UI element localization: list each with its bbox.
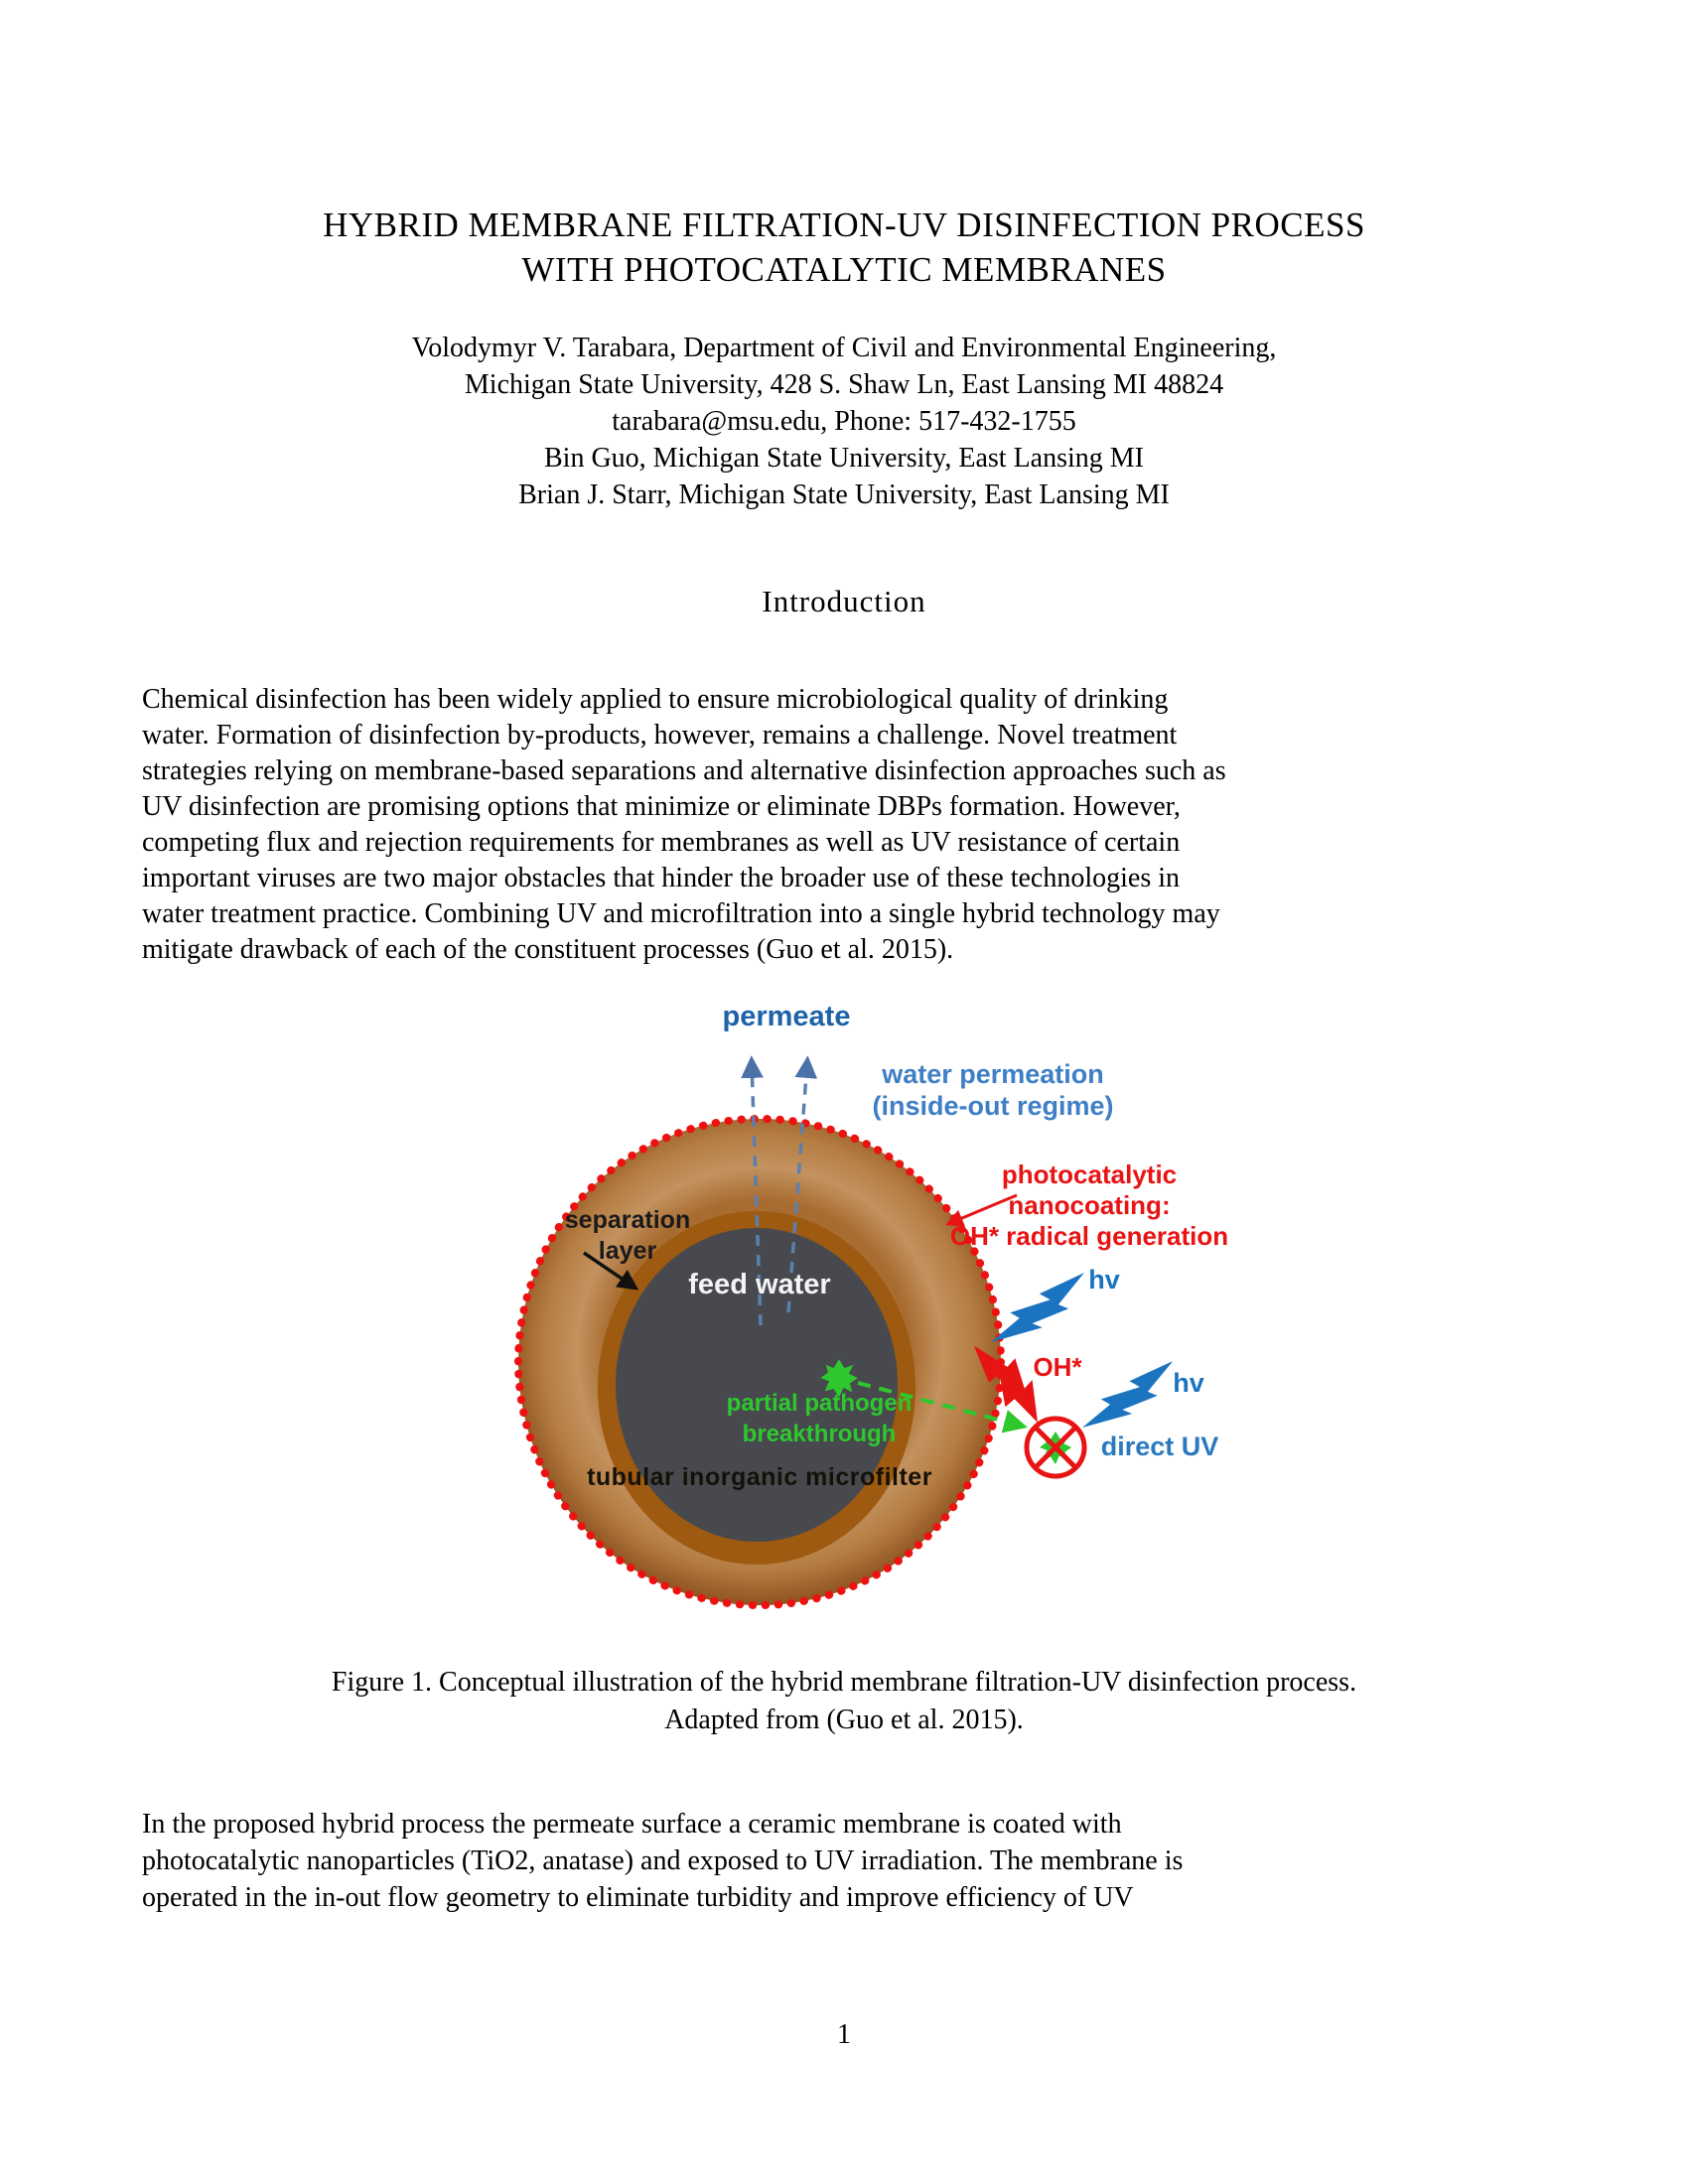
paragraph-line: competing flux and rejection requirements for membranes as well as UV resistance of certain: [142, 827, 1181, 858]
paragraph-line: strategies relying on membrane-based separations and alternative disinfection approaches such as: [142, 755, 1226, 786]
figure1-diagram: [496, 983, 1311, 1638]
paragraph-line: operated in the in-out flow geometry to eliminate turbidity and improve efficiency of UV: [142, 1882, 1134, 1913]
figure1-caption: [0, 1664, 1688, 1739]
introduction-paragraph: [142, 682, 1562, 968]
paragraph-line: photocatalytic nanoparticles (TiO2, anatase) and exposed to UV irradiation. The membrane is: [142, 1845, 1184, 1876]
paragraph-line: mitigate drawback of each of the constituent processes (Guo et al. 2015).: [142, 934, 954, 965]
paragraph-line: In the proposed hybrid process the permeate surface a ceramic membrane is coated with: [142, 1809, 1122, 1840]
label-feed-water: feed water: [688, 1269, 831, 1300]
figure1-caption-line2: Adapted from (Guo et al. 2015).: [664, 1705, 1024, 1735]
label-photocatalytic-line3: OH* radical generation: [949, 1221, 1229, 1251]
label-separation-layer-line2: layer: [598, 1237, 657, 1265]
figure1-caption-line1: Figure 1. Conceptual illustration of the hybrid membrane filtration-UV disinfection process.: [331, 1667, 1357, 1698]
uv-photon-bolt-icon: [1071, 1361, 1185, 1431]
author-line: Michigan State University, 428 S. Shaw Ln, East Lansing MI 48824: [464, 369, 1224, 400]
author-contact-line: tarabara@msu.edu, Phone: 517-432-1755: [612, 406, 1076, 437]
paper-title-line1: HYBRID MEMBRANE FILTRATION-UV DISINFECTION PROCESS: [323, 205, 1365, 244]
label-hv-2: hv: [1173, 1368, 1204, 1398]
label-partial-pathogen-breakthrough: [727, 1388, 913, 1449]
label-direct-uv: direct UV: [1100, 1432, 1219, 1461]
label-water-permeation-line1: water permeation: [882, 1059, 1104, 1089]
paragraph-line: important viruses are two major obstacles that hinder the broader use of these technologies in: [142, 863, 1181, 893]
label-permeate: permeate: [722, 1001, 851, 1032]
paragraph-line: UV disinfection are promising options that minimize or eliminate DBPs formation. However,: [142, 791, 1181, 822]
author-line: Bin Guo, Michigan State University, East Lansing MI: [544, 443, 1144, 474]
label-photocatalytic-line1: photocatalytic: [1001, 1160, 1178, 1189]
section-heading-introduction: Introduction: [762, 584, 926, 618]
label-water-permeation: [872, 1058, 1113, 1122]
label-partial-pathogen-line1: partial pathogen: [726, 1390, 913, 1417]
label-tubular-inorganic-microfilter: tubular inorganic microfilter: [587, 1463, 932, 1491]
label-water-permeation-line2: (inside-out regime): [872, 1091, 1114, 1121]
author-line: Brian J. Starr, Michigan State University, East Lansing MI: [518, 479, 1170, 510]
page-number: 1: [837, 2019, 851, 2050]
body-paragraph-2: [142, 1806, 1562, 1916]
label-oh-radical: OH*: [1033, 1352, 1082, 1382]
label-partial-pathogen-line2: breakthrough: [742, 1421, 897, 1447]
paragraph-line: water. Formation of disinfection by-products, however, remains a challenge. Novel treatment: [142, 720, 1178, 751]
author-line: Volodymyr V. Tarabara, Department of Civil and Environmental Engineering,: [411, 333, 1277, 363]
label-photocatalytic-line2: nanocoating:: [1008, 1190, 1171, 1220]
paper-title-line2: WITH PHOTOCATALYTIC MEMBRANES: [521, 250, 1167, 289]
paper-title: [0, 203, 1688, 292]
paragraph-line: Chemical disinfection has been widely applied to ensure microbiological quality of drinking: [142, 684, 1169, 715]
inactivated-pathogen-icon: [1027, 1419, 1084, 1476]
label-photocatalytic-nanocoating: [950, 1160, 1228, 1252]
paragraph-line: water treatment practice. Combining UV and microfiltration into a single hybrid technology may: [142, 898, 1220, 929]
label-separation-layer-line1: separation: [564, 1206, 691, 1234]
label-hv-1: hv: [1088, 1265, 1120, 1295]
author-block: [0, 330, 1688, 513]
label-separation-layer: [565, 1205, 690, 1267]
